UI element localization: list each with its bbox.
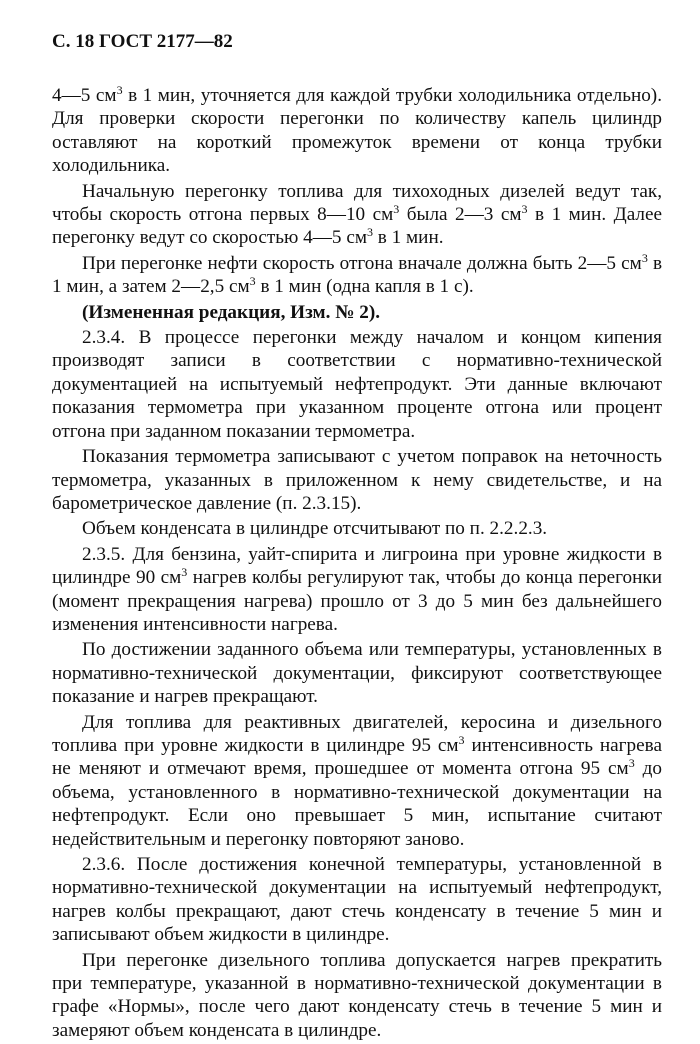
- paragraph-p10: [52, 711, 662, 851]
- text-run: была 2—3 см: [399, 204, 522, 226]
- text-run: Объем конденсата в цилиндре отсчитывают по п. 2.2.2.3.: [82, 518, 548, 540]
- text-run: Для топлива для реактивных двигателей, керосина и дизельного топлива при уровне жидкости в цилиндре 95 см: [52, 711, 662, 756]
- paragraph-p7: [52, 517, 662, 540]
- text-run: 2.3.5. Для бензина, уайт-спирита и лигроина при уровне жидкости в цилиндре 90 см: [52, 543, 662, 589]
- superscript: 3: [181, 565, 188, 580]
- text-run: Начальную перегонку топлива для тихоходных дизелей ведут так, чтобы скорость отгона первых 8—10 см: [52, 180, 662, 226]
- paragraph-p8: [52, 543, 662, 637]
- paragraph-p1: [52, 84, 662, 178]
- paragraph-p9: [52, 638, 662, 708]
- text-run: 2.3.6. После достижения конечной температуры, установленной в нормативно-технической документации на испытуемый нефтепродукт, нагрев колбы прекращают, дают стечь конденсату в течение 5 мин и записывают объем жидкости в цилиндре.: [52, 854, 662, 946]
- text-run: до объема, установленного в нормативно-технической документации на нефтепродукт. Если оно превышает 5 мин, испытание считают недействительным и перегонку повторяют заново.: [52, 758, 662, 850]
- text-run: нагрев колбы регулируют так, чтобы до конца перегонки (момент прекращения нагрева) прошло от 3 до 5 мин без дальнейшего изменения интенсивности нагрева.: [52, 567, 662, 635]
- text-run: По достижении заданного объема или температуры, установленных в нормативно-технической документации, фиксируют соответствующее показание и нагрев прекращают.: [52, 639, 662, 708]
- superscript: 3: [458, 732, 465, 747]
- superscript: 3: [641, 250, 648, 265]
- text-run: (Измененная редакция, Изм. № 2).: [82, 301, 381, 323]
- superscript: 3: [628, 756, 635, 771]
- superscript: 3: [521, 202, 528, 217]
- paragraph-p3: [52, 252, 662, 299]
- paragraph-p2: [52, 180, 662, 250]
- superscript: 3: [249, 274, 256, 289]
- paragraph-p5: [52, 326, 662, 443]
- text-run: в 1 мин, уточняется для каждой трубки холодильника отдельно). Для проверки скорости перегонки по количеству капель цилиндр оставляют на короткий промежуток времени от конца трубки холодильника.: [52, 85, 662, 177]
- paragraph-p6: [52, 445, 662, 515]
- superscript: 3: [366, 225, 373, 240]
- superscript: 3: [116, 83, 123, 97]
- superscript: 3: [393, 202, 400, 217]
- text-run: в 1 мин. Далее перегонку ведут со скоростью 4—5 см: [52, 204, 663, 249]
- text-run: в 1 мин (одна капля в 1 с).: [255, 276, 474, 298]
- text-run: При перегонке нефти скорость отгона вначале должна быть 2—5 см: [82, 252, 642, 274]
- text-run: в 1 мин.: [372, 227, 444, 249]
- paragraph-p12: [52, 949, 662, 1043]
- body-text: [52, 84, 662, 1042]
- text-run: 2.3.4. В процессе перегонки между началом и концом кипения производят записи в соответствии с нормативно-технической документацией на испытуемый нефтепродукт. Эти данные включают показания термометра при указанном проценте отгона или процент отгона при заданном показании термометра.: [52, 327, 662, 442]
- text-run: в 1 мин, а затем 2—2,5 см: [52, 252, 663, 298]
- text-run: При перегонке дизельного топлива допускается нагрев прекратить при температуре, указанной в нормативно-технической документации в графе «Нормы», после чего дают конденсату стечь в течение 5 мин и замеряют объем конденсата в цилиндре.: [52, 949, 662, 1041]
- text-run: Показания термометра записывают с учетом поправок на неточность термометра, указанных в приложенном к нему свидетельстве, и на барометрическое давление (п. 2.3.15).: [52, 446, 662, 514]
- document-page: [52, 30, 662, 1044]
- text-run: 4—5 см: [52, 85, 117, 106]
- text-run: интенсивность нагрева не меняют и отмечают время, прошедшее от момента отгона 95 см: [52, 734, 662, 780]
- paragraph-p11: [52, 853, 662, 947]
- paragraph-p4: [52, 301, 662, 324]
- page-header: С. 18 ГОСТ 2177—82: [52, 31, 233, 52]
